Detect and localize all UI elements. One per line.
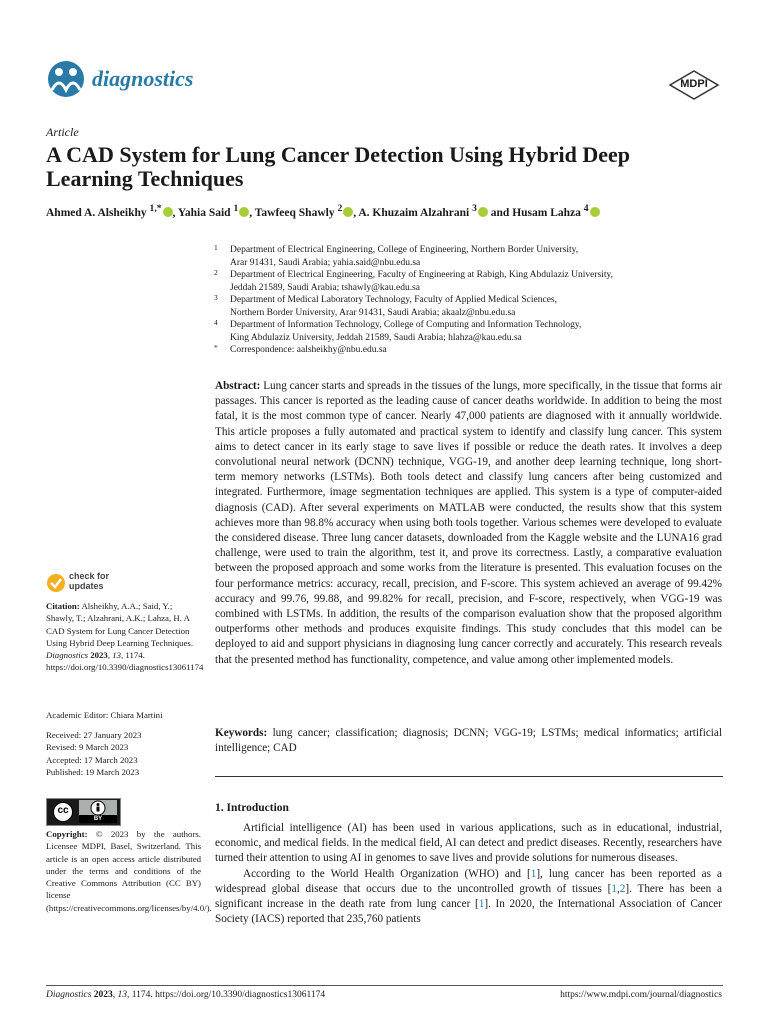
title-line-2: Learning Techniques <box>46 166 244 191</box>
affiliation: 3 Department of Medical Laboratory Technology, Faculty of Applied Medical Sciences, Northern Border University, Arar 91431, Saudi Arabia; akaalz@nbu.edu.sa <box>214 293 557 318</box>
citation-year: 2023 <box>90 650 108 661</box>
keywords <box>215 726 722 756</box>
footer-doi[interactable]: , 1174. https://doi.org/10.3390/diagnostics13061174 <box>127 990 326 1000</box>
citation-link[interactable]: 2 <box>619 882 626 895</box>
section-heading: 1. Introduction <box>215 802 289 814</box>
abstract-text: Lung cancer starts and spreads in the tissues of the lungs, more specifically, in the tissue that forms air passages. This cancer is reported as the leading cause of cancer deaths worldwide. In addition to being the most fatal, it is the most common type of cancer. Nearly 47,000 patients are diagnosed with it annually worldwide. This article proposes a fully automated and practical system to identify and classify lung cancer. This system aims to detect cancer in its early stage to save lives if possible or reduce the death rates. It involves a deep convolutional neural network (DCNN) technique, VGG-19, and another deep learning technique, long short-term memory networks (LSTMs). Both tools detect and classify lung cancers after being customized and integrated. Furthermore, image segmentation techniques are applied. This system is a type of computer-aided diagnosis (CAD). After several experiments on MATLAB were conducted, the results show that this system achieves more than 98.8% accuracy when using both tools together. Various schemes were developed to evaluate the considered disease. Three lung cancer datasets, downloaded from the Kaggle website and the LUNA16 grad challenge, were used to train the algorithm, test it, and prove its correctness. Lastly, a comparative evaluation between the proposed approach and some works from the literature is presented. This evaluation focuses on the four performance metrics: accuracy, recall, precision, and F-score. This system achieved an average of 99.42% accuracy and 99.76, 99.88, and 99.82% for recall, precision, and F-score, respectively, when VGG-19 was combined with LSTMs. In addition, the results of the comparison evaluation show that the proposed algorithm outperforms other methods and produces exquisite findings. This study concludes that this model can be deployed to aid and support physicians in diagnosing lung cancer correctly and accurately. This research reveals that the presented method has functionality, competence, and value among other implemented models. <box>215 380 723 666</box>
affiliation: 2 Department of Electrical Engineering, Faculty of Engineering at Rabigh, King Abdulaziz University, Jeddah 21589, Saudi Arabia; tshawly@kau.edu.sa <box>214 268 613 293</box>
keywords-text: lung cancer; classification; diagnosis; DCNN; VGG-19; LSTMs; medical informatics; artificial intelligence; CAD <box>215 727 722 755</box>
academic-editor: Academic Editor: Chiara Martini <box>46 710 163 720</box>
check-line-1: check for <box>69 571 110 581</box>
journal-logo-icon <box>46 60 86 98</box>
check-updates-icon <box>46 573 66 593</box>
person-icon <box>90 800 106 816</box>
intro-paragraph-2: According to the World Health Organization (WHO) and [1], lung cancer has been reported as a widespread global disease that occurs due to the uncontrolled growth of tissues [1,2]. There has been a significant increase in the death rate from lung cancer [1]. In 2020, the International Association of Cancer Society (IACS) reported that 235,760 patients <box>215 867 722 926</box>
date-revised: Revised: 9 March 2023 <box>46 742 129 753</box>
title-line-1: A CAD System for Lung Cancer Detection Using Hybrid Deep <box>46 142 630 167</box>
footer-citation: Diagnostics 2023, 13, 1174. https://doi.org/10.3390/diagnostics13061174 <box>46 990 326 1000</box>
orcid-icon[interactable] <box>239 207 249 217</box>
citation-text: Alsheikhy, A.A.; Said, Y.; Shawly, T.; Alzahrani, A.K.; Lahza, H. A CAD System for Lung Cancer Detection Using Hybrid Deep Learning Techniques. <box>46 601 194 648</box>
author[interactable]: Tawfeeq Shawly $^2$ <box>254 203 343 219</box>
mdpi-logo[interactable] <box>668 70 720 100</box>
abstract-label: Abstract: <box>215 380 261 392</box>
author[interactable]: A. Khuzaim Alzahrani $^3$ <box>358 203 477 219</box>
footer-divider <box>46 985 723 986</box>
copyright-text: © 2023 by the authors. Licensee MDPI, Basel, Switzerland. This article is an open access article distributed under the terms and conditions of the Creative Commons Attribution (CC BY) license (https://creativecommons.org/licenses/by/4.0/). <box>46 829 212 913</box>
citation-doi[interactable]: , 1174. https://doi.org/10.3390/diagnostics13061174 <box>46 650 204 673</box>
date-accepted: Accepted: 17 March 2023 <box>46 754 138 765</box>
affiliation: 1 Department of Electrical Engineering, College of Engineering, Northern Border University, Arar 91431, Saudi Arabia; yahia.said@nbu.edu.sa <box>214 243 579 268</box>
citation-link[interactable]: 1 <box>530 867 537 880</box>
correspondence: * Correspondence: aalsheikhy@nbu.edu.sa <box>214 343 387 355</box>
citation-link[interactable]: 1 <box>478 898 485 911</box>
author[interactable]: Ahmed A. Alsheikhy $^{1,*}$ <box>46 203 162 219</box>
check-line-2: updates <box>69 581 104 591</box>
by-label: BY <box>79 815 117 823</box>
intro-paragraph-1: Artificial intelligence (AI) has been used in various applications, such as in educational, industrial, economic, and medical fields. In the medical field, AI can detect and predict diseases. Recently, researchers have turned their attention to using AI in genomes to save lives and provide solutions for numerous diseases. <box>215 822 722 865</box>
orcid-icon[interactable] <box>343 207 353 217</box>
orcid-icon[interactable] <box>163 207 173 217</box>
citation: Citation: Alsheikhy, A.A.; Said, Y.; Shawly, T.; Alzahrani, A.K.; Lahza, H. A CAD System for Lung Cancer Detection Using Hybrid Deep Learning Techniques. Diagnostics 2023, 13, 1174. https://doi.org/10.3390/diagnostics13061174 <box>46 601 204 673</box>
journal-logo <box>46 60 86 98</box>
mdpi-logo-text: MDPI <box>680 78 708 90</box>
footer-url[interactable]: https://www.mdpi.com/journal/diagnostics <box>560 990 722 1000</box>
date-published: Published: 19 March 2023 <box>46 766 140 777</box>
check-for-updates[interactable] <box>46 571 126 597</box>
citation-volume: 13 <box>112 650 122 661</box>
copyright <box>46 828 212 914</box>
abstract <box>215 379 722 668</box>
affiliations <box>214 244 724 357</box>
date-received: Received: 27 January 2023 <box>46 730 142 740</box>
author-list: Ahmed A. Alsheikhy $^{1,*}$ , Yahia Said $^1$ , Tawfeeq Shawly $^2$ , A. Khuzaim Alzahrani $^3$ and Husam Lahza $^4$ <box>46 203 600 219</box>
citation-label: Citation: <box>46 601 80 611</box>
affiliation: 4 Department of Information Technology, College of Computing and Information Technology, King Abdulaziz University, Jeddah 21589, Saudi Arabia; hlahza@kau.edu.sa <box>214 318 582 343</box>
cc-by-badge[interactable] <box>46 798 121 826</box>
journal-name[interactable]: diagnostics <box>92 66 194 91</box>
citation-journal: Diagnostics <box>46 650 89 661</box>
article-title <box>46 143 736 191</box>
section-divider <box>215 776 723 777</box>
cc-label: cc <box>57 805 69 816</box>
citation-link[interactable]: 1 <box>611 882 617 895</box>
orcid-icon[interactable] <box>478 207 488 217</box>
orcid-icon[interactable] <box>590 207 600 217</box>
author[interactable]: Husam Lahza $^4$ <box>512 203 589 219</box>
keywords-label: Keywords: <box>215 727 268 739</box>
copyright-label: Copyright: <box>46 829 88 839</box>
intro-body <box>215 821 722 927</box>
dates <box>46 729 201 778</box>
article-type: Article <box>46 125 79 139</box>
author[interactable]: Yahia Said $^1$ <box>177 203 239 219</box>
